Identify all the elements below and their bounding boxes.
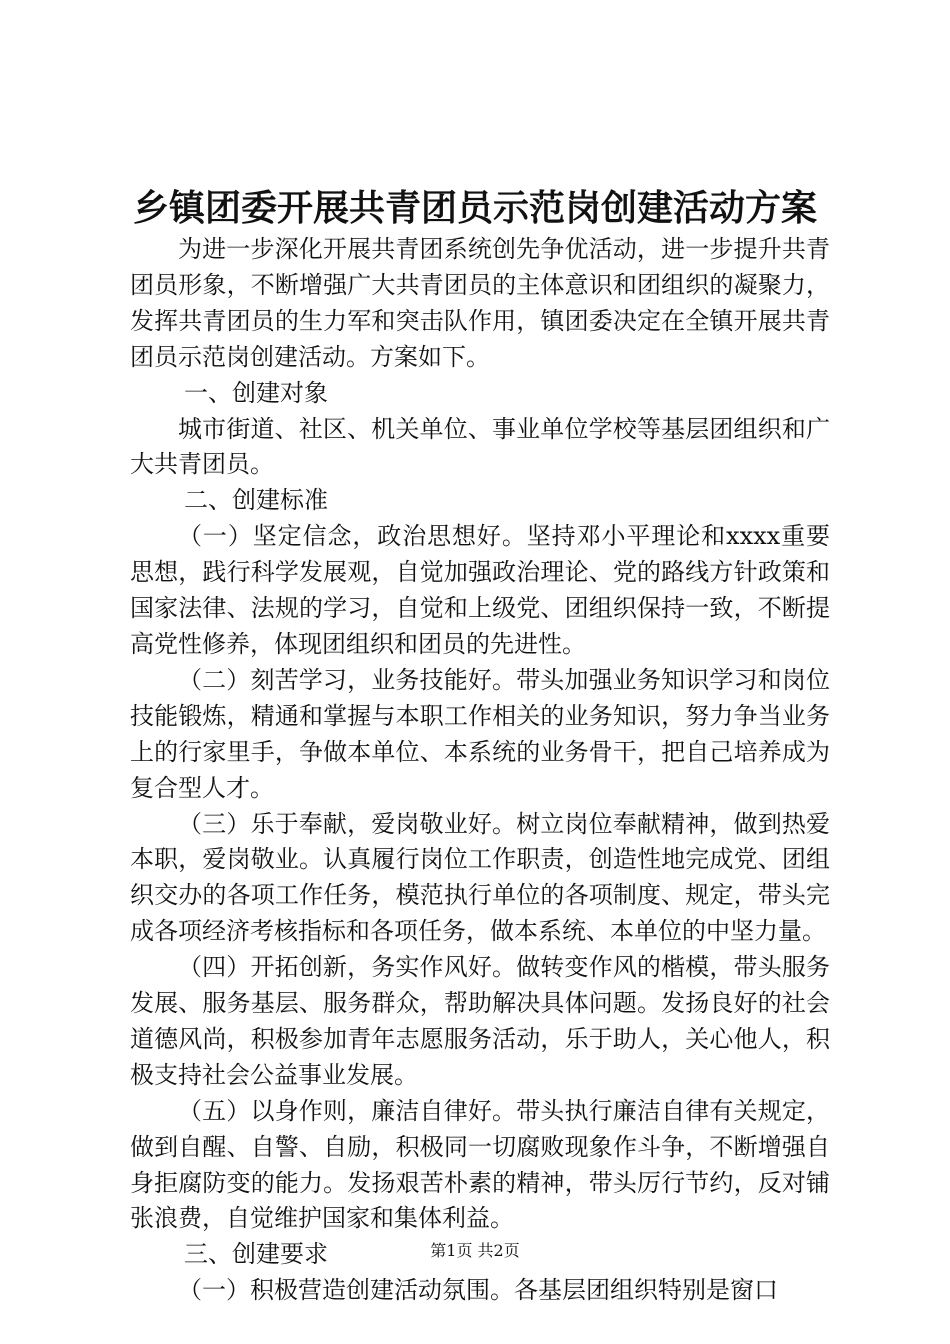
paragraph-standard-3: （三）乐于奉献，爱岗敬业好。树立岗位奉献精神，做到热爱本职，爱岗敬业。认真履行岗位工作职责，创造性地完成党、团组织交办的各项工作任务，模范执行单位的各项制度、规定，带头完成各项经济考核指标和各项任务，做本系统、本单位的中坚力量。	[130, 809, 830, 946]
paragraph-requirement-1: （一）积极营造创建活动氛围。各基层团组织特别是窗口	[178, 1276, 778, 1305]
section-heading-2: 二、创建标准	[184, 486, 328, 515]
intro-paragraph: 为进一步深化开展共青团系统创先争优活动，进一步提升共青团员形象，不断增强广大共青团员的主体意识和团组织的凝聚力，发挥共青团员的生力军和突击队作用，镇团委决定在全镇开展共青团员示范岗创建活动。方案如下。	[130, 235, 830, 371]
section-heading-3: 三、创建要求	[184, 1240, 328, 1269]
paragraph-standard-1: （一）坚定信念，政治思想好。坚持邓小平理论和xxxx重要思想，践行科学发展观，自觉加强政治理论、党的路线方针政策和国家法律、法规的学习，自觉和上级党、团组织保持一致，不断提高党性修养，体现团组织和团员的先进性。	[130, 522, 830, 658]
page-footer: 第1页 共2页	[430, 1241, 520, 1260]
document-title: 乡镇团委开展共青团员示范岗创建活动方案	[132, 187, 817, 229]
section-heading-1: 一、创建对象	[184, 378, 328, 407]
paragraph-standard-5: （五）以身作则，廉洁自律好。带头执行廉洁自律有关规定，做到自醒、自警、自励，积极同一切腐败现象作斗争，不断增强自身拒腐防变的能力。发扬艰苦朴素的精神，带头厉行节约，反对铺张浪费，自觉维护国家和集体利益。	[130, 1096, 830, 1233]
paragraph-standard-2: （二）刻苦学习，业务技能好。带头加强业务知识学习和岗位技能锻炼，精通和掌握与本职工作相关的业务知识，努力争当业务上的行家里手，争做本单位、本系统的业务骨干，把自己培养成为复合型人才。	[130, 665, 830, 802]
paragraph-objects: 城市街道、社区、机关单位、事业单位学校等基层团组织和广大共青团员。	[130, 414, 830, 479]
paragraph-standard-4: （四）开拓创新，务实作风好。做转变作风的楷模，带头服务发展、服务基层、服务群众，帮助解决具体问题。发扬良好的社会道德风尚，积极参加青年志愿服务活动，乐于助人，关心他人，积极支持社会公益事业发展。	[130, 953, 830, 1089]
document-body	[130, 232, 830, 1309]
